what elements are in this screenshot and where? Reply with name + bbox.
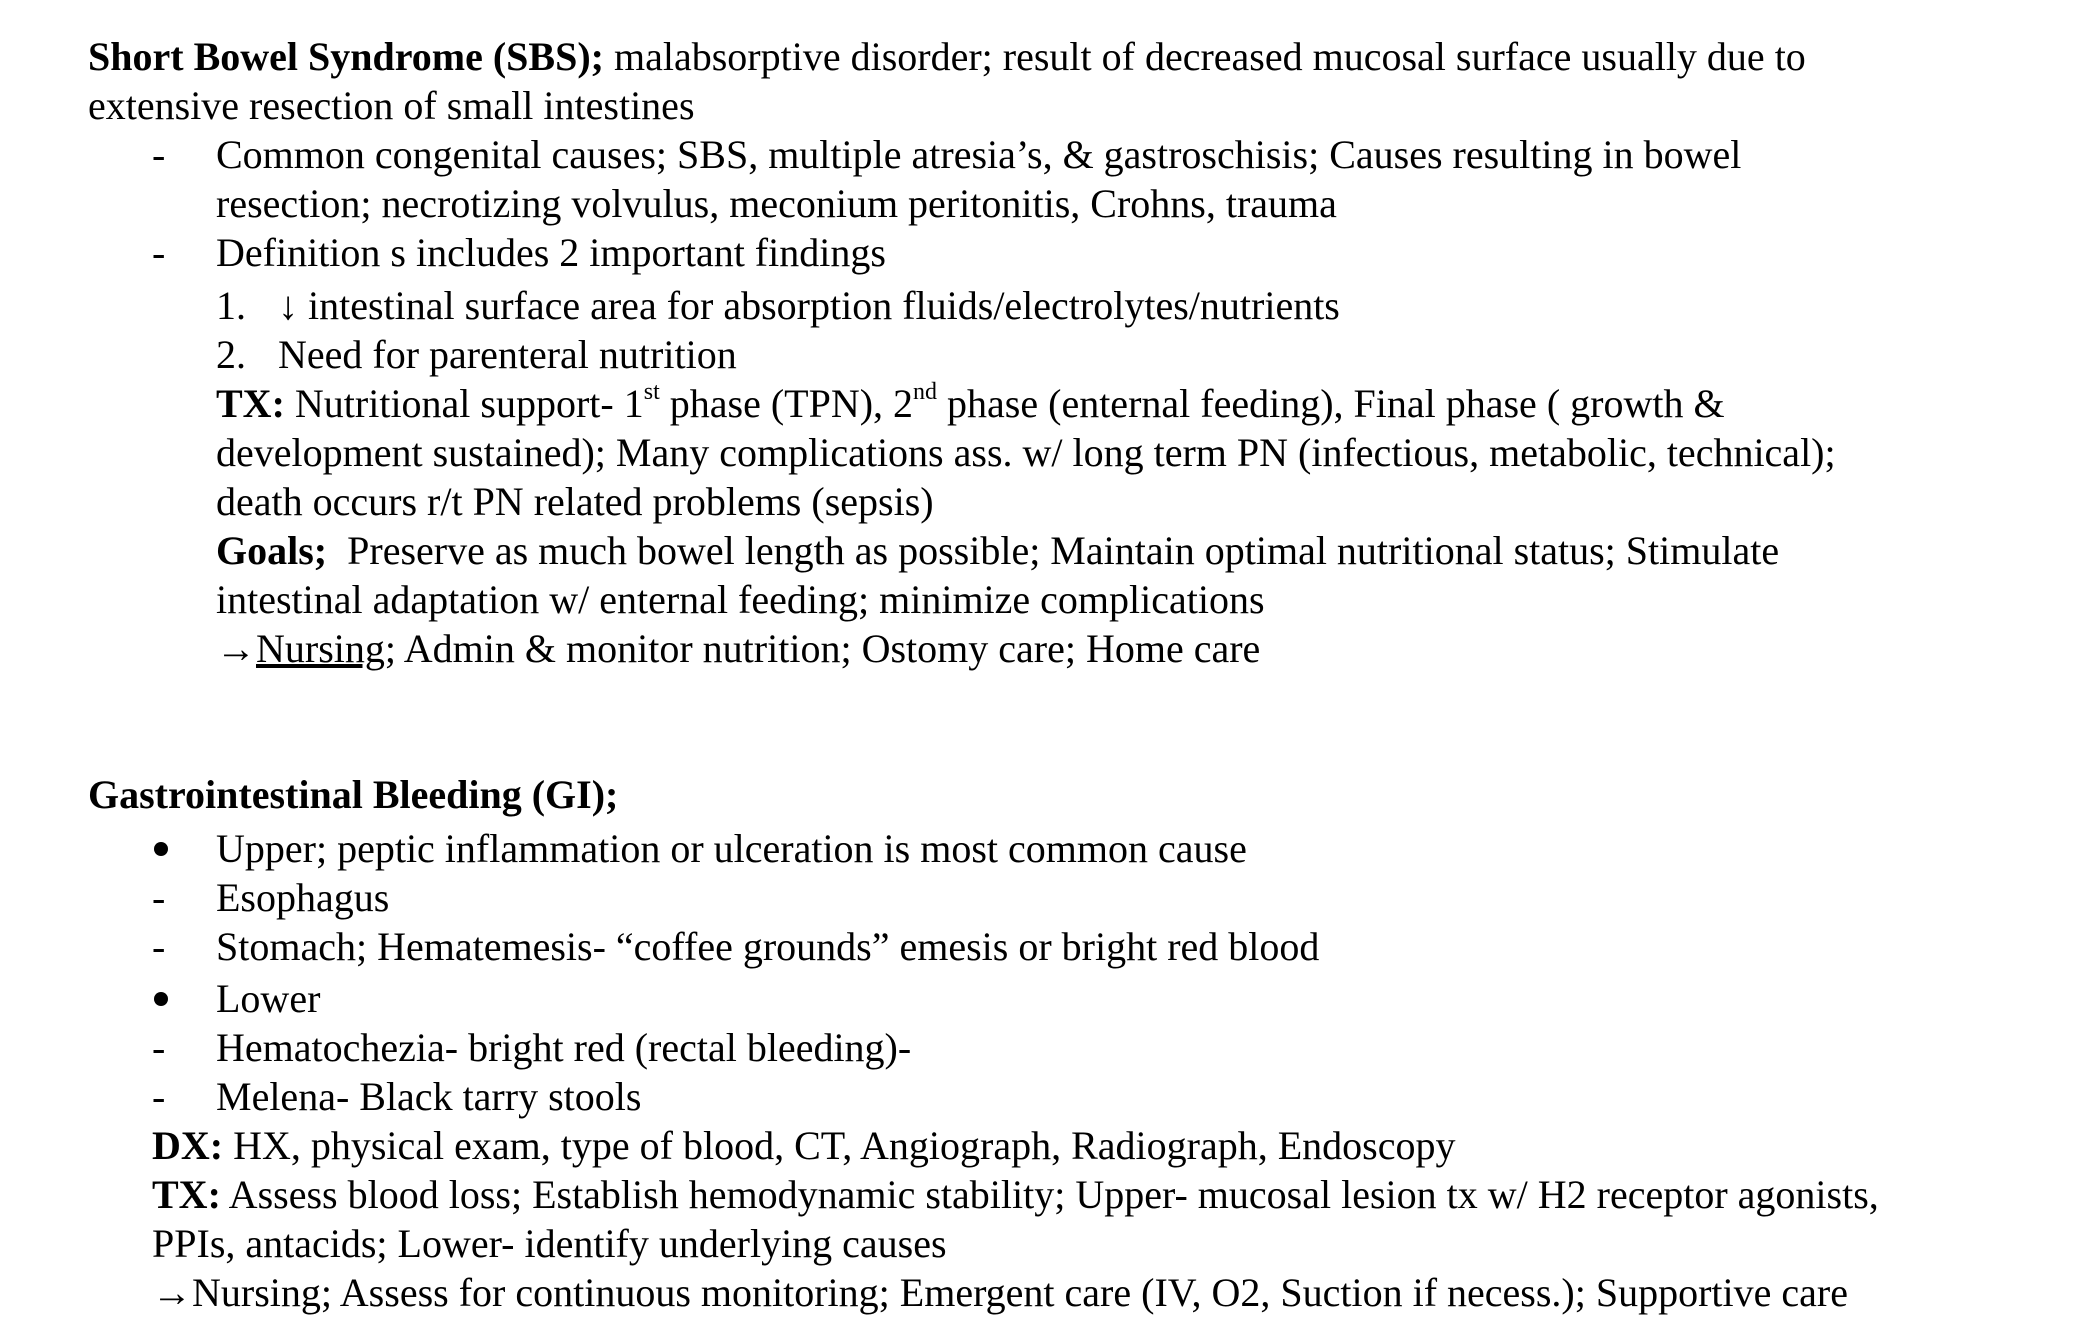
sbs-goals-line1 xyxy=(216,526,1779,575)
sbs-tx-text-a: Nutritional support- 1 xyxy=(284,381,644,426)
gi-dx-label: DX: xyxy=(152,1123,224,1168)
sbs-nursing-text: Admin & monitor nutrition; Ostomy care; Home care xyxy=(396,626,1261,671)
sbs-item1-line2: resection; necrotizing volvulus, meconium peritonitis, Crohns, trauma xyxy=(216,181,1337,226)
sbs-tx-text-b: phase (TPN), 2 xyxy=(659,381,914,426)
gi-esophagus-dash: - xyxy=(152,875,166,920)
sbs-tx-text-c: phase (enternal feeding), Final phase ( growth & xyxy=(937,381,1725,426)
gi-hematochezia: Hematochezia- bright red (rectal bleeding)- xyxy=(216,1025,912,1070)
gi-tx-line2: PPIs, antacids; Lower- identify underlying causes xyxy=(152,1221,947,1266)
sbs-tx-line1 xyxy=(216,379,1725,428)
sbs-goals-label: Goals; xyxy=(216,528,328,573)
sbs-finding1-number: 1. xyxy=(216,283,246,328)
gi-tx-line1 xyxy=(152,1170,1879,1219)
gi-heading: Gastrointestinal Bleeding (GI); xyxy=(88,772,619,817)
sbs-item1-dash: - xyxy=(152,132,166,177)
gi-lower-bullet xyxy=(154,992,168,1006)
gi-tx-label: TX: xyxy=(152,1172,221,1217)
gi-melena: Melena- Black tarry stools xyxy=(216,1074,642,1119)
sbs-heading xyxy=(88,32,1806,81)
gi-upper-bullet xyxy=(154,842,168,856)
sbs-tx-line2: development sustained); Many complications ass. w/ long term PN (infectious, metabolic, technical); xyxy=(216,430,1836,475)
sbs-goals-text: Preserve as much bowel length as possible; Maintain optimal nutritional status; Stimulate xyxy=(327,528,1780,573)
sbs-item2-dash: - xyxy=(152,230,166,275)
sbs-finding2-number: 2. xyxy=(216,332,246,377)
sbs-goals-line2: intestinal adaptation w/ enternal feeding; minimize complications xyxy=(216,577,1265,622)
gi-nursing-cut-line: →Nursing; Assess for continuous monitoring; Emergent care (IV, O2, Suction if necess.); Supportive care xyxy=(152,1270,1848,1315)
sbs-heading-continuation: extensive resection of small intestines xyxy=(88,83,695,128)
gi-lower: Lower xyxy=(216,976,321,1021)
gi-upper: Upper; peptic inflammation or ulceration is most common cause xyxy=(216,826,1247,871)
gi-hematochezia-dash: - xyxy=(152,1025,166,1070)
sbs-tx-sup-st: st xyxy=(643,379,660,405)
gi-esophagus: Esophagus xyxy=(216,875,390,920)
sbs-finding1: ↓ intestinal surface area for absorption fluids/electrolytes/nutrients xyxy=(278,283,1340,328)
gi-stomach: Stomach; Hematemesis- “coffee grounds” emesis or bright red blood xyxy=(216,924,1320,969)
sbs-tx-line3: death occurs r/t PN related problems (sepsis) xyxy=(216,479,934,524)
gi-dx-text: HX, physical exam, type of blood, CT, Angiograph, Radiograph, Endoscopy xyxy=(223,1123,1456,1168)
sbs-tx-sup-nd: nd xyxy=(913,379,938,405)
sbs-nursing-line xyxy=(216,624,1260,673)
gi-dx-line xyxy=(152,1121,1455,1170)
sbs-heading-text: malabsorptive disorder; result of decreased mucosal surface usually due to xyxy=(603,34,1806,79)
sbs-nursing-label: Nursing; xyxy=(256,626,396,671)
sbs-finding2: Need for parenteral nutrition xyxy=(278,332,737,377)
sbs-tx-label: TX: xyxy=(216,381,285,426)
arrow-right-icon: → xyxy=(216,626,256,671)
gi-stomach-dash: - xyxy=(152,924,166,969)
gi-melena-dash: - xyxy=(152,1074,166,1119)
sbs-heading-title: Short Bowel Syndrome (SBS); xyxy=(88,34,604,79)
gi-tx-text: Assess blood loss; Establish hemodynamic stability; Upper- mucosal lesion tx w/ H2 receptor agonists, xyxy=(220,1172,1879,1217)
sbs-item1-line1: Common congenital causes; SBS, multiple atresia’s, & gastroschisis; Causes resulting in bowel xyxy=(216,132,1742,177)
sbs-item2: Definition s includes 2 important findings xyxy=(216,230,886,275)
